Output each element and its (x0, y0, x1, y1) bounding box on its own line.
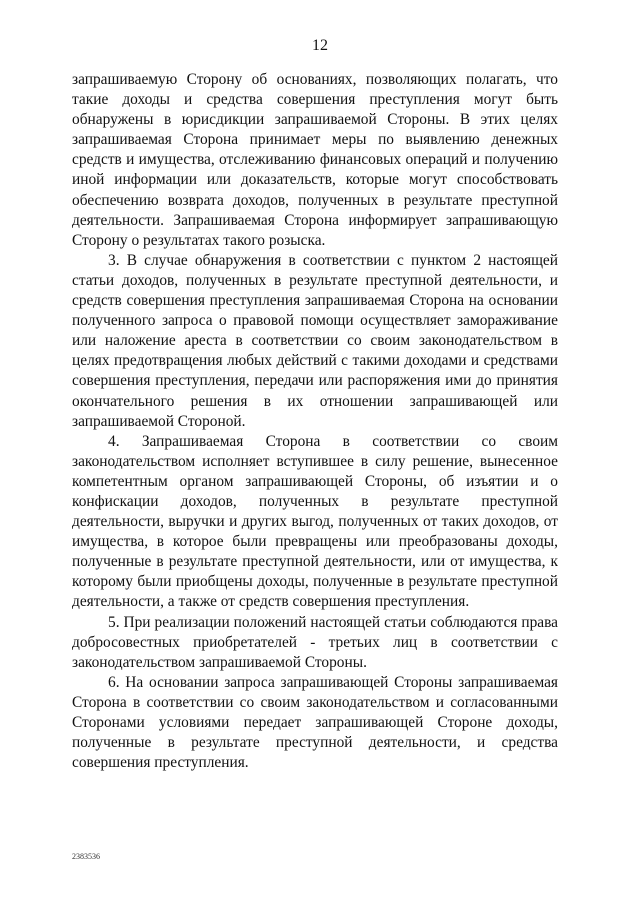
paragraph-clause-3: 3. В случае обнаружения в соответствии с пунктом 2 настоящей статьи доходов, полученных в результате преступной деятельности, и средств совершения преступления запрашиваемая Сторона на основании полученного запроса о правовой помощи осуществляет замораживание или наложение ареста в соответствии со своим законодательством в целях предотвращения любых действий с такими доходами и средствами совершения преступления, передачи или распоряжения ими до принятия окончательного решения в их отношении запрашивающей или запрашиваемой Стороной. (72, 251, 558, 430)
paragraph-clause-6: 6. На основании запроса запрашивающей Стороны запрашиваемая Сторона в соответствии со своим законодательством и согласованными Сторонами условиями передает запрашивающей Стороне доходы, полученные в результате преступной деятельности, и средства совершения преступления. (72, 673, 558, 772)
document-id: 2383536 (72, 852, 100, 861)
document-body (72, 70, 558, 773)
paragraph-continuation: запрашиваемую Сторону об основаниях, позволяющих полагать, что такие доходы и средства совершения преступления могут быть обнаружены в юрисдикции запрашиваемой Стороны. В этих целях запрашиваемая Сторона принимает меры по выявлению денежных средств и имущества, отслеживанию финансовых операций и получению иной информации или доказательств, которые могут способствовать обеспечению возврата доходов, полученных в результате преступной деятельности. Запрашиваемая Сторона информирует запрашивающую Сторону о результатах такого розыска. (72, 71, 558, 249)
paragraph-clause-4: 4. Запрашиваемая Сторона в соответствии со своим законодательством исполняет вступившее в силу решение, вынесенное компетентным органом запрашивающей Стороны, об изъятии и о конфискации доходов, полученных в результате преступной деятельности, выручки и других выгод, полученных от таких доходов, от имущества, в которое были превращены или преобразованы доходы, полученные в результате преступной деятельности, или от имущества, к которому были приобщены доходы, полученные в результате преступной деятельности, а также от средств совершения преступления. (72, 432, 558, 611)
paragraph-clause-5: 5. При реализации положений настоящей статьи соблюдаются права добросовестных приобретателей - третьих лиц в соответствии с законодательством запрашиваемой Стороны. (72, 613, 558, 671)
page-number: 12 (312, 37, 328, 54)
